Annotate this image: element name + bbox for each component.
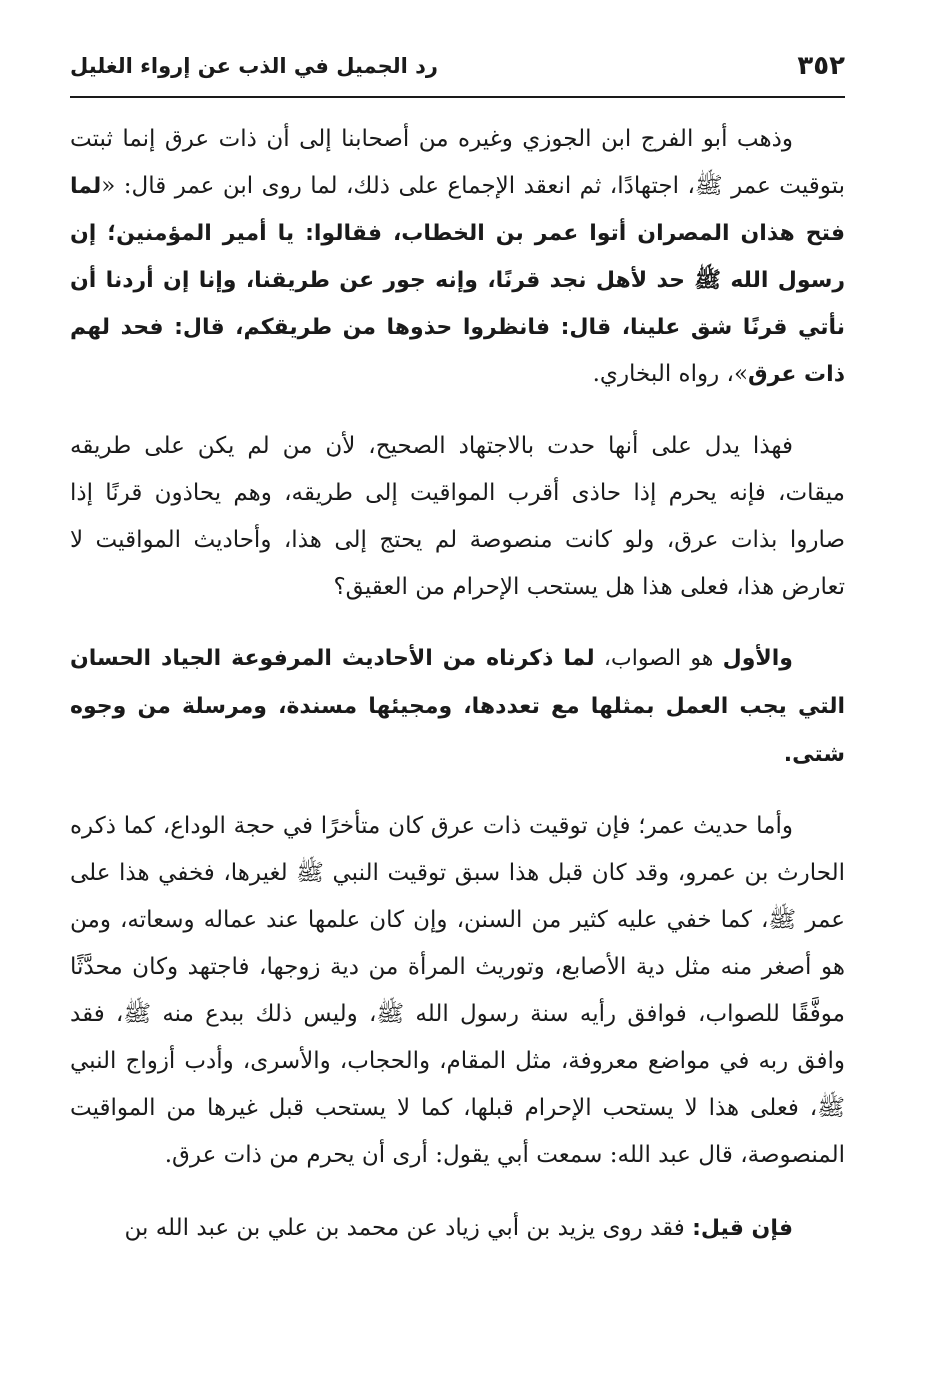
page-number: ٣٥٢ [797, 51, 845, 81]
paragraph-mid: هو الصواب، [594, 646, 723, 671]
hadith-quote: لما فتح هذان المصران أتوا عمر بن الخطاب، فقالوا: يا أمير المؤمنين؛ إن رسول الله ﷺ حد لأهل نجد قرنًا، وإنه جور عن طريقنا، وإنا إن أردنا أن نأتي قرنًا شق علينا، قال: فانظروا حذوها من طريقكم، قال: فحد لهم ذات عرق [70, 174, 845, 387]
running-title: رد الجميل في الذب عن إرواء الغليل [70, 54, 439, 78]
objection-text: فقد روى يزيد بن أبي زياد عن محمد بن علي بن عبد الله بن [124, 1215, 693, 1241]
page-header [70, 44, 845, 88]
paragraph-lead: والأول [722, 646, 793, 671]
hadith-attribution: »، رواه البخاري. [592, 361, 749, 387]
paragraph-bold-rest: لما ذكرناه من الأحاديث المرفوعة الجياد الحسان التي يجب العمل بمثلها مع تعددها، ومجيئها مسندة، ومرسلة من وجوه شتى. [70, 646, 845, 767]
paragraph-umar-hadith: وأما حديث عمر؛ فإن توقيت ذات عرق كان متأخرًا في حجة الوداع، كما ذكره الحارث بن عمرو، وقد كان قبل هذا سبق توقيت النبي ﷺ لغيرها، فخفي هذا على عمر ﷺ، كما خفي عليه كثير من السنن، وإن كان علمها عند عماله وسعاته، ومن هو أصغر منه مثل دية الأصابع، وتوريث المرأة من دية زوجها، فاجتهد وكان محدَّثًا موفَّقًا للصواب، فوافق رأيه سنة رسول الله ﷺ، وليس ذلك ببدع منه ﷺ، فقد وافق ربه في مواضع معروفة، مثل المقام، والحجاب، والأسرى، وأدب أزواج النبي ﷺ، فعلى هذا لا يستحب الإحرام قبلها، كما لا يستحب قبل غيرها من المواقيت المنصوصة، قال عبد الله: سمعت أبي يقول: أرى أن يحرم من ذات عرق. [70, 813, 845, 1168]
paragraph-ibn-al-jawzi [70, 116, 845, 398]
body-text [70, 116, 845, 1252]
header-rule [70, 96, 845, 98]
paragraph-objection [70, 1205, 845, 1252]
paragraph-intro: وذهب أبو الفرج ابن الجوزي وغيره من أصحابنا إلى أن ذات عرق إنما ثبتت بتوقيت عمر ﷺ، اجتهادًا، ثم انعقد الإجماع على ذلك، لما روى ابن عمر قال: « [70, 126, 845, 199]
objection-lead: فإن قيل: [692, 1216, 793, 1241]
paragraph-correct-view [70, 635, 845, 779]
paragraph-ijtihad: فهذا يدل على أنها حدت بالاجتهاد الصحيح، لأن من لم يكن على طريقه ميقات، فإنه يحرم إذا حاذى أقرب المواقيت إلى طريقه، وهم يحاذون قرنًا إذا صاروا بذات عرق، ولو كانت منصوصة لم يحتج إلى هذا، وأحاديث المواقيت لا تعارض هذا، فعلى هذا هل يستحب الإحرام من العقيق؟ [70, 433, 845, 600]
